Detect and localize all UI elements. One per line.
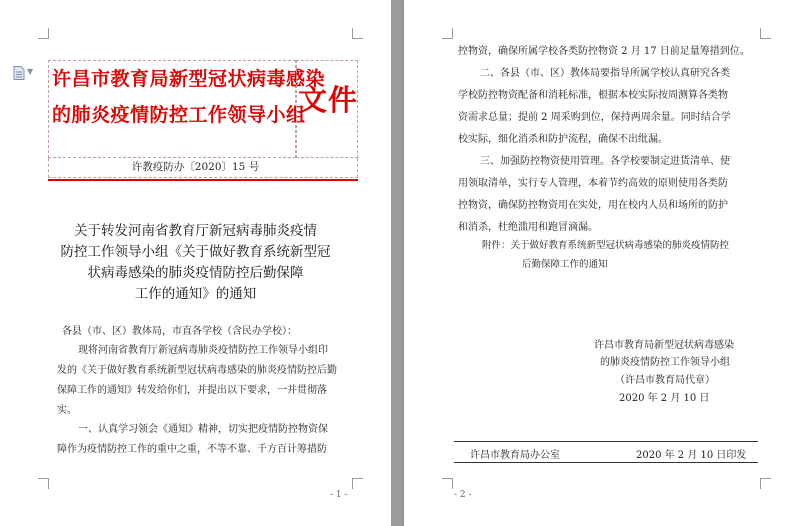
footer-rule-bottom	[454, 462, 758, 463]
header-suffix: 文件	[298, 83, 359, 117]
margin-corner-mark	[38, 28, 49, 39]
body-line: 障作为疫情防控工作的重中之重，不等不靠、千方百计筹措防	[57, 444, 327, 455]
signature-line: 的肺炎疫情防控工作领导小组	[600, 357, 730, 368]
margin-corner-mark	[442, 478, 453, 489]
body-line: 控物资，确保防控物资用在实处，用在校内人员和场所的防护	[458, 200, 728, 211]
page-number: - 2 -	[454, 490, 472, 500]
footer-date: 2020 年 2 月 10 日印发	[636, 450, 747, 461]
header-line-2: 的肺炎疫情防控工作领导小组	[52, 104, 306, 126]
red-divider	[48, 179, 358, 181]
margin-corner-mark	[760, 28, 771, 39]
page-gap	[391, 0, 404, 526]
body-line: 控物资，确保所属学校各类防控物资 2 月 17 日前足量筹措到位。	[458, 46, 750, 57]
signature-line: 许昌市教育局新型冠状病毒感染	[594, 340, 734, 351]
dropdown-arrow-icon[interactable]: ▼	[27, 67, 34, 76]
body-line: 实。	[57, 405, 77, 416]
footer-issuer: 许昌市教育局办公室	[470, 450, 560, 461]
margin-corner-mark	[760, 478, 771, 489]
body-line: 用领取清单，实行专人管理，本着节约高效的原则使用各类防	[458, 178, 728, 189]
document-page-1	[0, 0, 391, 526]
body-line: 二、各县（市、区）教体局要指导所属学校认真研究各类	[480, 68, 730, 79]
margin-corner-mark	[352, 478, 363, 489]
document-page-2	[404, 0, 798, 526]
document-icon[interactable]	[13, 66, 25, 80]
body-line: 资需求总量；提前 2 周采购到位，保持两周余量。同时结合学	[458, 112, 731, 123]
title-line: 状病毒感染的肺炎疫情防控后勤保障	[87, 265, 304, 281]
body-line: 发的《关于做好教育系统新型冠状病毒感染的肺炎疫情防控后勤	[57, 365, 337, 376]
body-line: 现将河南省教育厅新冠病毒肺炎疫情防控工作领导小组印	[78, 345, 328, 356]
margin-corner-mark	[352, 28, 363, 39]
title-line: 工作的通知》的通知	[134, 286, 257, 302]
doc-number: 许教疫防办〔2020〕15 号	[131, 161, 260, 173]
body-line: 学校防控物资配备和消耗标准，根据本校实际按周测算各类物	[458, 90, 728, 101]
attachment-line-2: 后勤保障工作的通知	[522, 259, 608, 270]
title-line: 防控工作领导小组《关于做好教育系统新型冠	[60, 244, 331, 260]
header-line-1: 许昌市教育局新型冠状病毒感染	[52, 68, 326, 90]
body-line: 一、认真学习领会《通知》精神，切实把疫情防控物资保	[78, 424, 328, 435]
page-number: - 1 -	[330, 490, 348, 500]
margin-corner-mark	[38, 478, 49, 489]
body-line: 各县（市、区）教体局，市直各学校（含民办学校）：	[62, 326, 297, 337]
body-line: 保障工作的通知》转发给你们，并提出以下要求，一并贯彻落	[57, 385, 327, 396]
body-line: 和消杀，杜绝滥用和跑冒滴漏。	[458, 222, 598, 233]
margin-corner-mark	[442, 28, 453, 39]
footer-rule-top	[454, 441, 758, 442]
signature-date: 2020 年 2 月 10 日	[619, 393, 710, 404]
title-line: 关于转发河南省教育厅新冠病毒肺炎疫情	[74, 223, 317, 239]
signature-line: （许昌市教育局代章）	[615, 375, 715, 386]
attachment-label: 附件：关于做好教育系统新型冠状病毒感染的肺炎疫情防控	[482, 240, 730, 251]
body-line: 三、加强防控物资使用管理。各学校要制定进货清单、使	[480, 156, 730, 167]
body-line: 校实际，细化消杀和防护流程，确保不出纰漏。	[458, 134, 668, 145]
